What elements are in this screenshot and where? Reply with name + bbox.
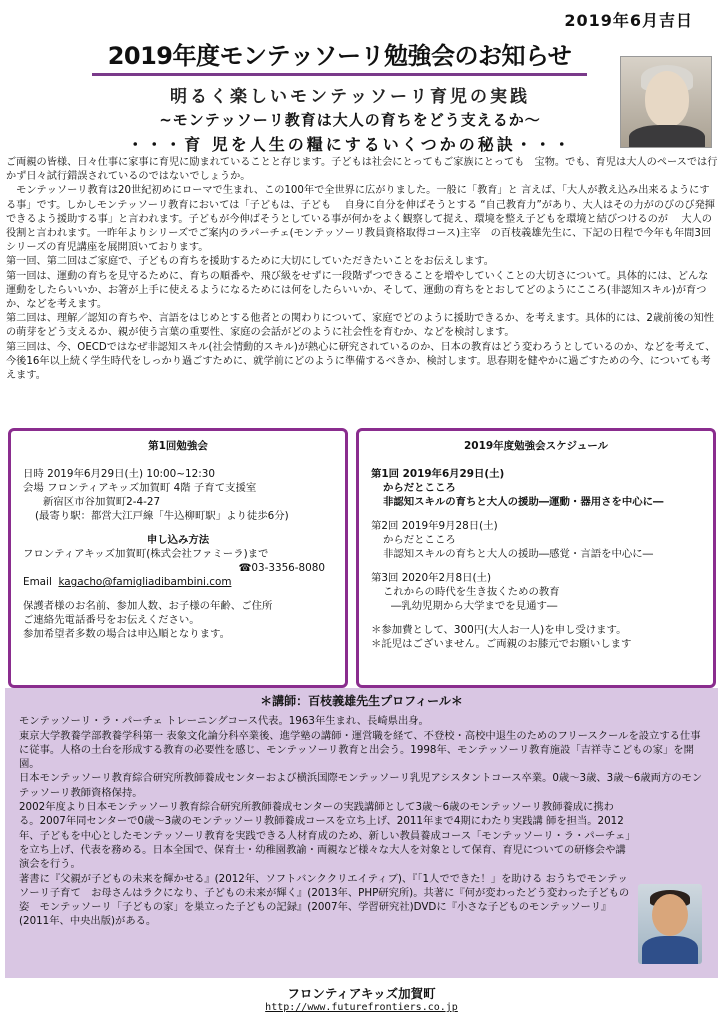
lecturer-profile	[5, 688, 718, 978]
apply-heading: 申し込み方法	[146, 534, 210, 546]
montessori-portrait	[620, 56, 712, 148]
session1-address: 新宿区市谷加賀町2-4-27	[43, 496, 161, 508]
email-label: Email	[23, 576, 52, 588]
profile-paragraph: 東京大学教養学部教養学科第一 表象文化論分科卒業後、進学塾の講師・運営職を経て、不登校・高校中退生のためのフリースクールを設立する仕事に従事。人格の土台を形成する教育の必要性を感じ、モンテッソーリ教育と出会う。1998年、モンテッソーリ教育施設「吉祥寺こどもの家」を開園。	[19, 729, 701, 771]
fee-note: ＊参加費として、300円(大人お一人)を申し受けます。	[371, 624, 627, 636]
apply-note: 保護者様のお名前、参加人数、お子様の年齢、ご住所	[23, 600, 273, 612]
intro-paragraph: ご両親の皆様、日々仕事に家事に育児に励まれていることと存じます。子どもは社会にとってもご家族にとっても 宝物。でも、育児は大人のペースでは行かず日々試行錯誤されているのではないでしょうか。	[6, 157, 718, 183]
session1-venue: 会場 フロンティアキッズ加賀町 4階 子育て支援室	[23, 482, 257, 494]
schedule-date: 第1回 2019年6月29日(土)	[371, 468, 505, 480]
schedule-detail: 非認知スキルの育ちと大人の援助―感覚・言語を中心に―	[383, 548, 654, 560]
footer-organization: フロンティアキッズ加賀町	[287, 986, 436, 1001]
apply-phone[interactable]: ☎03-3356-8080	[238, 562, 325, 574]
profile-paragraph: 著書に『父親が子どもの未来を輝かせる』(2012年、ソフトバンククリエイティブ)、『「1人でできた！」を助ける おうちでモンテッソーリ子育て お母さんはラクになり、子どもの未来が輝く』(2013年、PHP研究所)。共著に『何が変わったどう変わった子どもの姿 モンテッソーリ「子どもの家」を巣立った子どもの記録』(2007年、学習研究社)DVDに『小さな子どものモンテッソーリ』(2011年、中央出版)がある。	[19, 872, 630, 928]
profile-heading: ＊講師：百枝義雄先生プロフィール＊	[260, 694, 463, 708]
intro-paragraph: 第二回は、理解／認知の育ちや、言語をはじめとする他者との関わりについて、家庭でどのように援助できるか、を考えます。具体的には、2歳前後の知性の萌芽をどう支えるか、親が使う言葉の重要性、家庭の会話がどのように社会性を育むか、などを検討します。	[6, 313, 714, 339]
profile-paragraph: 日本モンテッソーリ教育綜合研究所教師養成センターおよび横浜国際モンテッソーリ乳児アシスタントコース卒業。0歳～3歳、3歳～6歳両方のモンテッソーリ教師資格保持。	[19, 772, 703, 799]
page-title: 2019年度モンテッソーリ勉強会のお知らせ	[92, 36, 587, 76]
childcare-note: ＊託児はございません。ご両親のお膝元でお願いします	[371, 638, 632, 650]
motto-line: ・・・育 児を人生の糧にするいくつかの秘訣・・・	[127, 135, 573, 154]
schedule-date: 第2回 2019年9月28日(土)	[371, 520, 498, 532]
page-subtitle: 明るく楽しいモンテッソーリ育児の実践	[170, 87, 530, 107]
schedule-date: 第3回 2020年2月8日(土)	[371, 572, 492, 584]
issue-date: 2019年6月吉日	[564, 11, 693, 30]
profile-paragraph: 2002年度より日本モンテッソーリ教育綜合研究所教師養成センターの実践講師として3歳～6歳のモンテッソーリ教師養成に携わる。2007年同センターで0歳～3歳のモンテッソーリ教師養成コースを立ち上げ、2011年まで4期にわたり実践講 師を担当。2012年、子どもを中心としたモンテッソーリ教育を実践できる人材育成のため、新しい教員養成コース「モンテッソーリ・ラ・パーチェ」を立ち上げ、代表を務める。日本全国で、保育士・幼稚園教諭・両親など様々な大人を対象として保育、育児についての研修会や講演会を行う。	[19, 801, 631, 871]
schedule-topic: からだとこころ	[383, 482, 456, 494]
session1-box	[8, 428, 348, 688]
apply-email-row	[23, 575, 333, 589]
intro-paragraph: 第一回、第二回はご家庭で、子どもの育ちを援助するために大切にしていただきたいことをお伝えします。	[6, 256, 494, 268]
schedule-detail: 非認知スキルの育ちと大人の援助―運動・器用さを中心に―	[383, 496, 664, 508]
apply-note: 参加希望者多数の場合は申込順となります。	[23, 628, 230, 640]
schedule-topic: からだとこころ	[383, 534, 456, 546]
schedule-topic: これからの時代を生き抜くための教育	[383, 586, 560, 598]
schedule-detail: ―乳幼児期から大学までを見通す―	[391, 600, 558, 612]
lecturer-photo	[638, 884, 702, 964]
apply-note: ご連絡先電話番号をお伝えください。	[23, 614, 200, 626]
intro-paragraph: 第三回は、今、OECDではなぜ非認知スキル(社会情動的スキル)が熱心に研究されているのか、日本の教育はどう変わろうとしているのか、などを考えて、今後16年以上続く学生時代をしっかり過ごすために、就学前にどのように準備するべきか、検討します。思春期を健やかに過ごすための今、についても考えます。	[6, 341, 716, 382]
schedule-heading: 2019年度勉強会スケジュール	[463, 440, 609, 452]
intro-paragraph: 第一回は、運動の育ちを見守るために、育ちの順番や、飛び級をせずに一段階ずつできることを増やしていくことの大切さについて。具体的には、どんな運動をしたらいいか、お箸が上手に使えるようになるためには何をしたらいいか、そして、運動の育ちをとおしてどのようにこころ(非認知スキル)が育つか、などを考えます。	[6, 270, 709, 311]
schedule-item	[371, 519, 701, 561]
email-link[interactable]: kagacho@famigliadibambini.com	[58, 576, 232, 588]
schedule-item	[371, 571, 701, 613]
footer-url-link[interactable]: http://www.futurefrontiers.co.jp	[265, 1002, 458, 1013]
session1-heading: 第1回勉強会	[148, 440, 208, 452]
schedule-item	[371, 467, 701, 509]
apply-org: フロンティアキッズ加賀町(株式会社ファミーラ)まで	[23, 548, 269, 560]
schedule-box	[356, 428, 716, 688]
theme-line: ~モンテッソーリ教育は大人の育ちをどう支えるか～	[159, 111, 541, 129]
profile-paragraph: モンテッソーリ・ラ・パーチェ トレーニングコース代表。1963年生まれ、長崎県出身。	[19, 715, 429, 728]
session1-station: (最寄り駅：都営大江戸線「牛込柳町駅」より徒歩6分)	[35, 510, 289, 522]
session1-datetime: 日時 2019年6月29日(土) 10:00~12:30	[23, 468, 215, 480]
intro-text	[6, 156, 718, 383]
intro-paragraph: モンテッソーリ教育は20世紀初めにローマで生まれ、この100年で全世界に広がりました。一般に「教育」と 言えば、「大人が教え込み出来るようにする事」です。しかしモンテッソーリ教育においては「子どもは、子ども 自身に自分を伸ばそうとする “自己教育力”があり、大人はその力がのびのび発揮できるよう援助する事」と言われます。子どもが今伸ばそうとしている事が何かをよく観察して捉え、環境を整え子どもを環境と結びつけるのが 大人の役割と言われます。一昨年よりシリーズでご案内のラパーチェ(モンテッソーリ教員資格取得コース)主宰 の百枝義雄先生に、下記の日程で今年も年間3回シリーズの育児講座を展開頂いております。	[6, 185, 715, 254]
